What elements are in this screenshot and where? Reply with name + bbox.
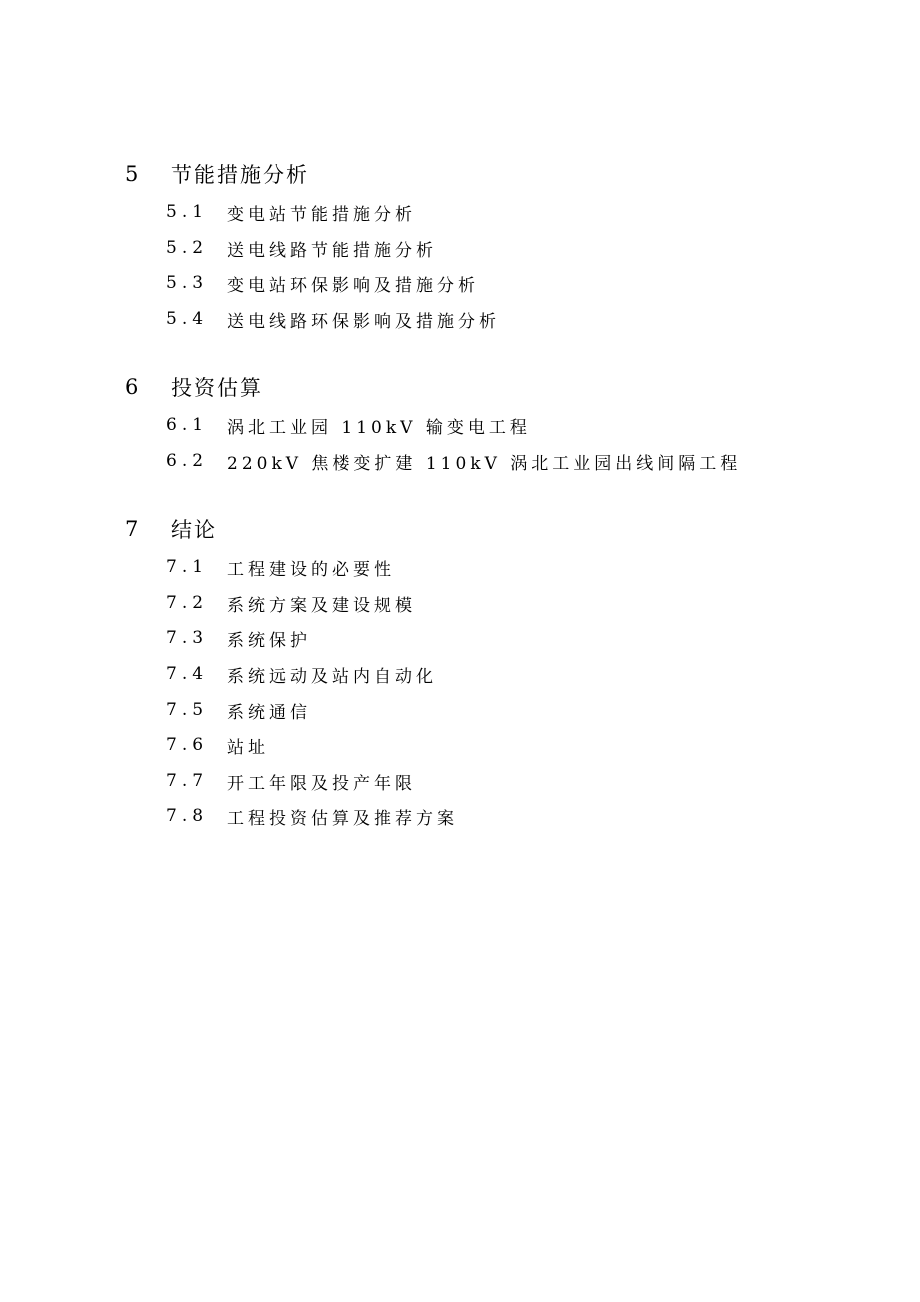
toc-entry-7-6 <box>166 733 269 757</box>
toc-entry-5-1 <box>166 200 416 224</box>
entry-title: 系统方案及建设规模 <box>227 595 416 616</box>
entry-number: 7.6 <box>166 735 209 755</box>
entry-number: 5.2 <box>166 238 209 258</box>
entry-title: 开工年限及投产年限 <box>227 773 416 794</box>
section-number: 5 <box>125 162 141 186</box>
toc-entry-5-3 <box>166 271 479 295</box>
section-title: 结论 <box>171 518 217 542</box>
section-heading-5 <box>125 159 309 189</box>
entry-title: 系统保护 <box>227 630 311 651</box>
entry-number: 7.1 <box>166 557 209 577</box>
entry-number: 7.7 <box>166 771 209 791</box>
entry-number: 5.3 <box>166 273 209 293</box>
toc-entry-7-7 <box>166 769 416 793</box>
entry-title: 220kV 焦楼变扩建 110kV 涡北工业园出线间隔工程 <box>227 453 742 474</box>
entry-number: 5.1 <box>166 202 209 222</box>
toc-entry-5-4 <box>166 307 500 331</box>
toc-entry-7-1 <box>166 555 395 579</box>
entry-number: 7.8 <box>166 806 209 826</box>
entry-number: 6.2 <box>166 451 209 471</box>
section-number: 7 <box>125 517 141 541</box>
toc-entry-5-2 <box>166 236 437 260</box>
section-heading-6 <box>125 372 263 402</box>
section-title: 节能措施分析 <box>171 163 309 187</box>
entry-title: 变电站环保影响及措施分析 <box>227 275 479 296</box>
entry-title: 涡北工业园 110kV 输变电工程 <box>227 417 531 438</box>
entry-number: 7.3 <box>166 628 209 648</box>
toc-entry-7-8 <box>166 804 458 828</box>
entry-title: 工程建设的必要性 <box>227 559 395 580</box>
entry-number: 7.4 <box>166 664 209 684</box>
entry-number: 7.5 <box>166 700 209 720</box>
entry-number: 5.4 <box>166 309 209 329</box>
entry-title: 工程投资估算及推荐方案 <box>227 808 458 829</box>
section-heading-7 <box>125 514 217 544</box>
entry-title: 变电站节能措施分析 <box>227 204 416 225</box>
entry-title: 送电线路节能措施分析 <box>227 240 437 261</box>
entry-title: 系统远动及站内自动化 <box>227 666 437 687</box>
toc-entry-7-2 <box>166 591 416 615</box>
entry-title: 站址 <box>227 737 269 758</box>
toc-entry-6-1 <box>166 413 531 437</box>
section-number: 6 <box>125 375 141 399</box>
entry-title: 送电线路环保影响及措施分析 <box>227 311 500 332</box>
toc-entry-7-5 <box>166 698 311 722</box>
section-title: 投资估算 <box>171 376 263 400</box>
toc-entry-7-4 <box>166 662 437 686</box>
toc-entry-7-3 <box>166 626 311 650</box>
entry-number: 6.1 <box>166 415 209 435</box>
entry-title: 系统通信 <box>227 702 311 723</box>
entry-number: 7.2 <box>166 593 209 613</box>
toc-entry-6-2 <box>166 449 741 473</box>
